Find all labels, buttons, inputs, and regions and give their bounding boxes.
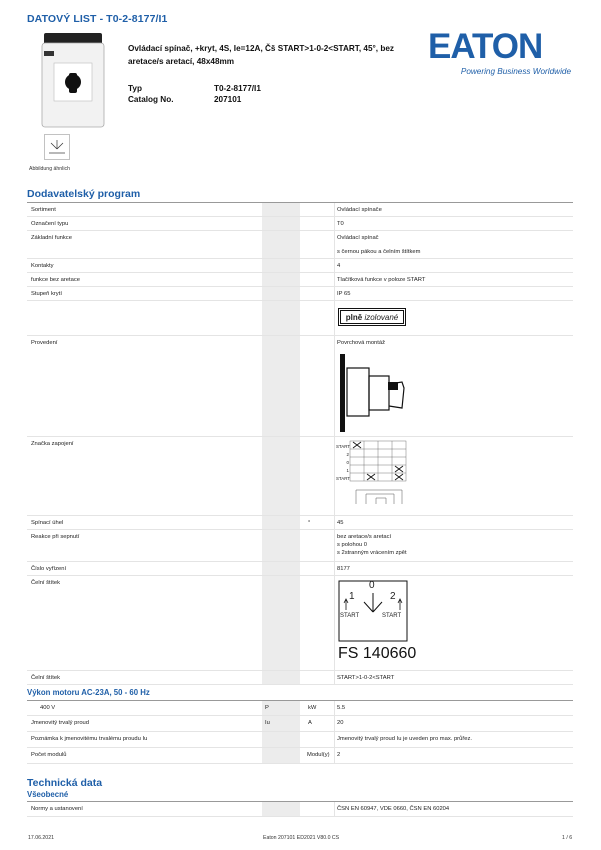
row-label-standards: Normy a ustanovení <box>31 806 83 812</box>
motor-row-symbol-current: Iu <box>265 720 270 726</box>
motor-row-label-modules: Počet modulů <box>31 752 67 758</box>
footer-doc: Eaton 207101 ED2021 V80.0 CS <box>263 835 340 841</box>
motor-row-unit-400v: kW <box>308 705 317 711</box>
row-value-reaction-3: s 2stranným vrácením zpět <box>337 550 407 556</box>
row-label-front-plate: Čelní štítek <box>31 580 60 586</box>
section-divider <box>27 202 573 203</box>
row-value-design: Povrchová montáž <box>337 340 386 346</box>
footer-page: 1 / 6 <box>562 835 573 841</box>
row-label-no-detent: funkce bez aretace <box>31 277 80 283</box>
row-value-protection: IP 65 <box>337 291 351 297</box>
wiring-label-start-bottom: START <box>336 476 350 481</box>
switch-symbol-icon <box>44 134 70 160</box>
section-title-supply: Dodavatelský program <box>27 188 141 200</box>
catalog-label: Catalog No. <box>128 95 174 104</box>
row-label-basic-function: Základní funkce <box>31 235 72 241</box>
motor-row-value-400v: 5.5 <box>337 705 346 711</box>
row-label-switching-angle: Spínací úhel <box>31 520 64 526</box>
badge-bold: plně <box>345 313 363 322</box>
motor-row-unit-current: A <box>308 720 312 726</box>
motor-row-label-400v: 400 V <box>40 705 56 711</box>
front-plate-drawing <box>338 580 408 642</box>
faceplate-zero: 0 <box>369 580 375 591</box>
motor-row-symbol-400v: P <box>265 705 269 711</box>
section-title-technical: Technická data <box>27 777 103 789</box>
wiring-label-start-top: START <box>336 444 350 449</box>
motor-row-unit-modules: Modul(y) <box>307 752 330 758</box>
faceplate-start-left: START <box>340 613 360 619</box>
wiring-label-1: 1 <box>346 468 349 473</box>
faceplate-start-right: START <box>382 613 402 619</box>
eaton-logo <box>428 27 573 78</box>
row-value-no-detent: Tlačítková funkce v poloze START <box>337 277 426 283</box>
page-title: DATOVÝ LIST - T0-2-8177/I1 <box>27 13 168 25</box>
catalog-value: 207101 <box>214 95 242 104</box>
row-label-front-plate-2: Čelní štítek <box>31 675 60 681</box>
wiring-diagram <box>336 440 416 512</box>
wiring-label-0: 0 <box>346 460 349 465</box>
motor-row-value-note: Jmenovitý trvalý proud Iu je uveden pro max. průřez. <box>337 736 473 742</box>
footer-date: 17.06.2021 <box>28 835 54 841</box>
row-value-contacts: 4 <box>337 263 341 269</box>
product-image <box>40 33 106 129</box>
row-label-contacts: Kontakty <box>31 263 54 269</box>
eaton-wordmark: EATON <box>428 27 543 66</box>
type-value: T0-2-8177/I1 <box>214 84 261 93</box>
faceplate-one: 1 <box>349 591 355 602</box>
faceplate-two: 2 <box>390 591 396 602</box>
faceplate-code: FS 140660 <box>338 645 417 662</box>
row-value-reaction-2: s polohou 0 <box>337 542 367 548</box>
row-value-basic-function-2: s černou pákou a čelním štítkem <box>337 249 421 255</box>
row-value-standards: ČSN EN 60947, VDE 0660, ČSN EN 60204 <box>337 806 450 812</box>
image-caption: Abbildung ähnlich <box>29 166 70 172</box>
row-label-design: Provedení <box>31 340 58 346</box>
motor-row-value-current: 20 <box>337 720 344 726</box>
row-label-type-designation: Označení typu <box>31 221 69 227</box>
motor-title: Výkon motoru AC-23A, 50 - 60 Hz <box>27 688 150 697</box>
row-value-front-plate-2: START>1-0-2<START <box>337 675 395 681</box>
brand-tagline: Powering Business Worldwide <box>460 67 571 76</box>
section-subtitle-general: Všeobecné <box>27 790 69 799</box>
row-value-type-designation: T0 <box>337 221 344 227</box>
row-value-order-number: 8177 <box>337 566 350 572</box>
row-label-order-number: Číslo vyřízení <box>31 566 67 572</box>
mounting-drawing <box>338 352 410 434</box>
insulation-badge <box>338 308 406 326</box>
motor-row-label-current: Jmenovitý trvalý proud <box>31 720 89 726</box>
row-unit-switching-angle: ° <box>308 520 311 526</box>
row-label-protection: Stupeň krytí <box>31 291 62 297</box>
type-label: Typ <box>128 84 142 93</box>
badge-text: izolované <box>364 313 399 322</box>
wiring-label-2: 2 <box>346 452 349 457</box>
row-label-wiring: Značka zapojení <box>31 441 74 447</box>
row-value-basic-function: Ovládací spínač <box>337 235 379 241</box>
row-label-sortiment: Sortiment <box>31 207 56 213</box>
row-value-reaction: bez aretace/s aretací <box>337 534 392 540</box>
product-description: Ovládací spínač, +kryt, 4S, Ie=12A, Čš START>1-0-2<START, 45°, bez aretace/s aretací, 48x48mm <box>128 44 394 66</box>
row-value-sortiment: Ovládací spínače <box>337 207 382 213</box>
row-value-switching-angle: 45 <box>337 520 344 526</box>
motor-row-value-modules: 2 <box>337 752 341 758</box>
symbol-column <box>262 203 300 684</box>
row-label-reaction: Reakce při sepnutí <box>31 534 80 540</box>
motor-row-label-note: Poznámka k jmenovitému trvalému proudu Iu <box>31 736 148 742</box>
